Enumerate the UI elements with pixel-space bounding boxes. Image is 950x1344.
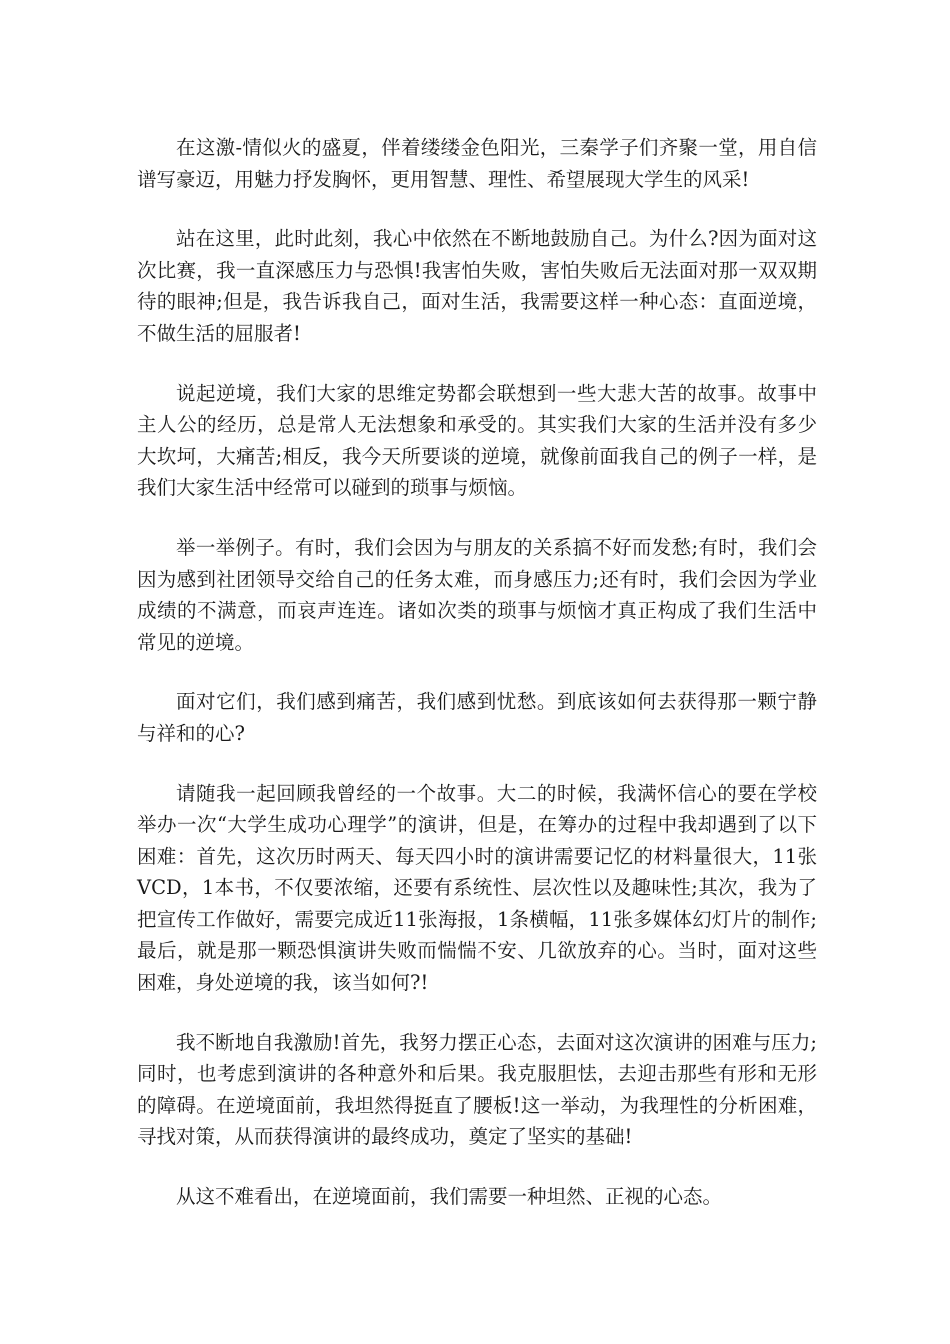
paragraph-5: 面对它们，我们感到痛苦，我们感到忧愁。到底该如何去获得那一颗宁静与祥和的心? xyxy=(137,690,817,745)
paragraph-1: 在这激-情似火的盛夏，伴着缕缕金色阳光，三秦学子们齐聚一堂，用自信谱写豪迈，用魅力抒发胸怀，更用智慧、理性、希望展现大学生的风采! xyxy=(137,136,817,191)
paragraph-6: 请随我一起回顾我曾经的一个故事。大二的时候，我满怀信心的要在学校举办一次“大学生成功心理学”的演讲，但是，在筹办的过程中我却遇到了以下困难：首先，这次历时两天、每天四小时的演讲需要记忆的材料量很大，11张VCD，1本书，不仅要浓缩，还要有系统性、层次性以及趣味性;其次，我为了把宣传工作做好，需要完成近11张海报，1条横幅，11张多媒体幻灯片的制作;最后，就是那一颗恐惧演讲失败而惴惴不安、几欲放弃的心。当时，面对这些困难，身处逆境的我，该当如何?! xyxy=(137,781,817,995)
paragraph-7: 我不断地自我激励!首先，我努力摆正心态，去面对这次演讲的困难与压力;同时，也考虑到演讲的各种意外和后果。我克服胆怯，去迎击那些有形和无形的障碍。在逆境面前，我坦然得挺直了腰板!这一举动，为我理性的分析困难，寻找对策，从而获得演讲的最终成功，奠定了坚实的基础! xyxy=(137,1030,817,1149)
document-body xyxy=(137,132,817,1241)
paragraph-2: 站在这里，此时此刻，我心中依然在不断地鼓励自己。为什么?因为面对这次比赛，我一直深感压力与恐惧!我害怕失败，害怕失败后无法面对那一双双期待的眼神;但是，我告诉我自己，面对生活，我需要这样一种心态：直面逆境，不做生活的屈服者! xyxy=(137,227,817,345)
paragraph-3: 说起逆境，我们大家的思维定势都会联想到一些大悲大苦的故事。故事中主人公的经历，总是常人无法想象和承受的。其实我们大家的生活并没有多少大坎坷，大痛苦;相反，我今天所要谈的逆境，就像前面我自己的例子一样，是我们大家生活中经常可以碰到的琐事与烦恼。 xyxy=(137,381,817,500)
paragraph-8: 从这不难看出，在逆境面前，我们需要一种坦然、正视的心态。 xyxy=(176,1185,723,1209)
paragraph-4: 举一举例子。有时，我们会因为与朋友的关系搞不好而发愁;有时，我们会因为感到社团领导交给自己的任务太难，而身感压力;还有时，我们会因为学业成绩的不满意，而哀声连连。诸如次类的琐事与烦恼才真正构成了我们生活中常见的逆境。 xyxy=(137,535,817,654)
